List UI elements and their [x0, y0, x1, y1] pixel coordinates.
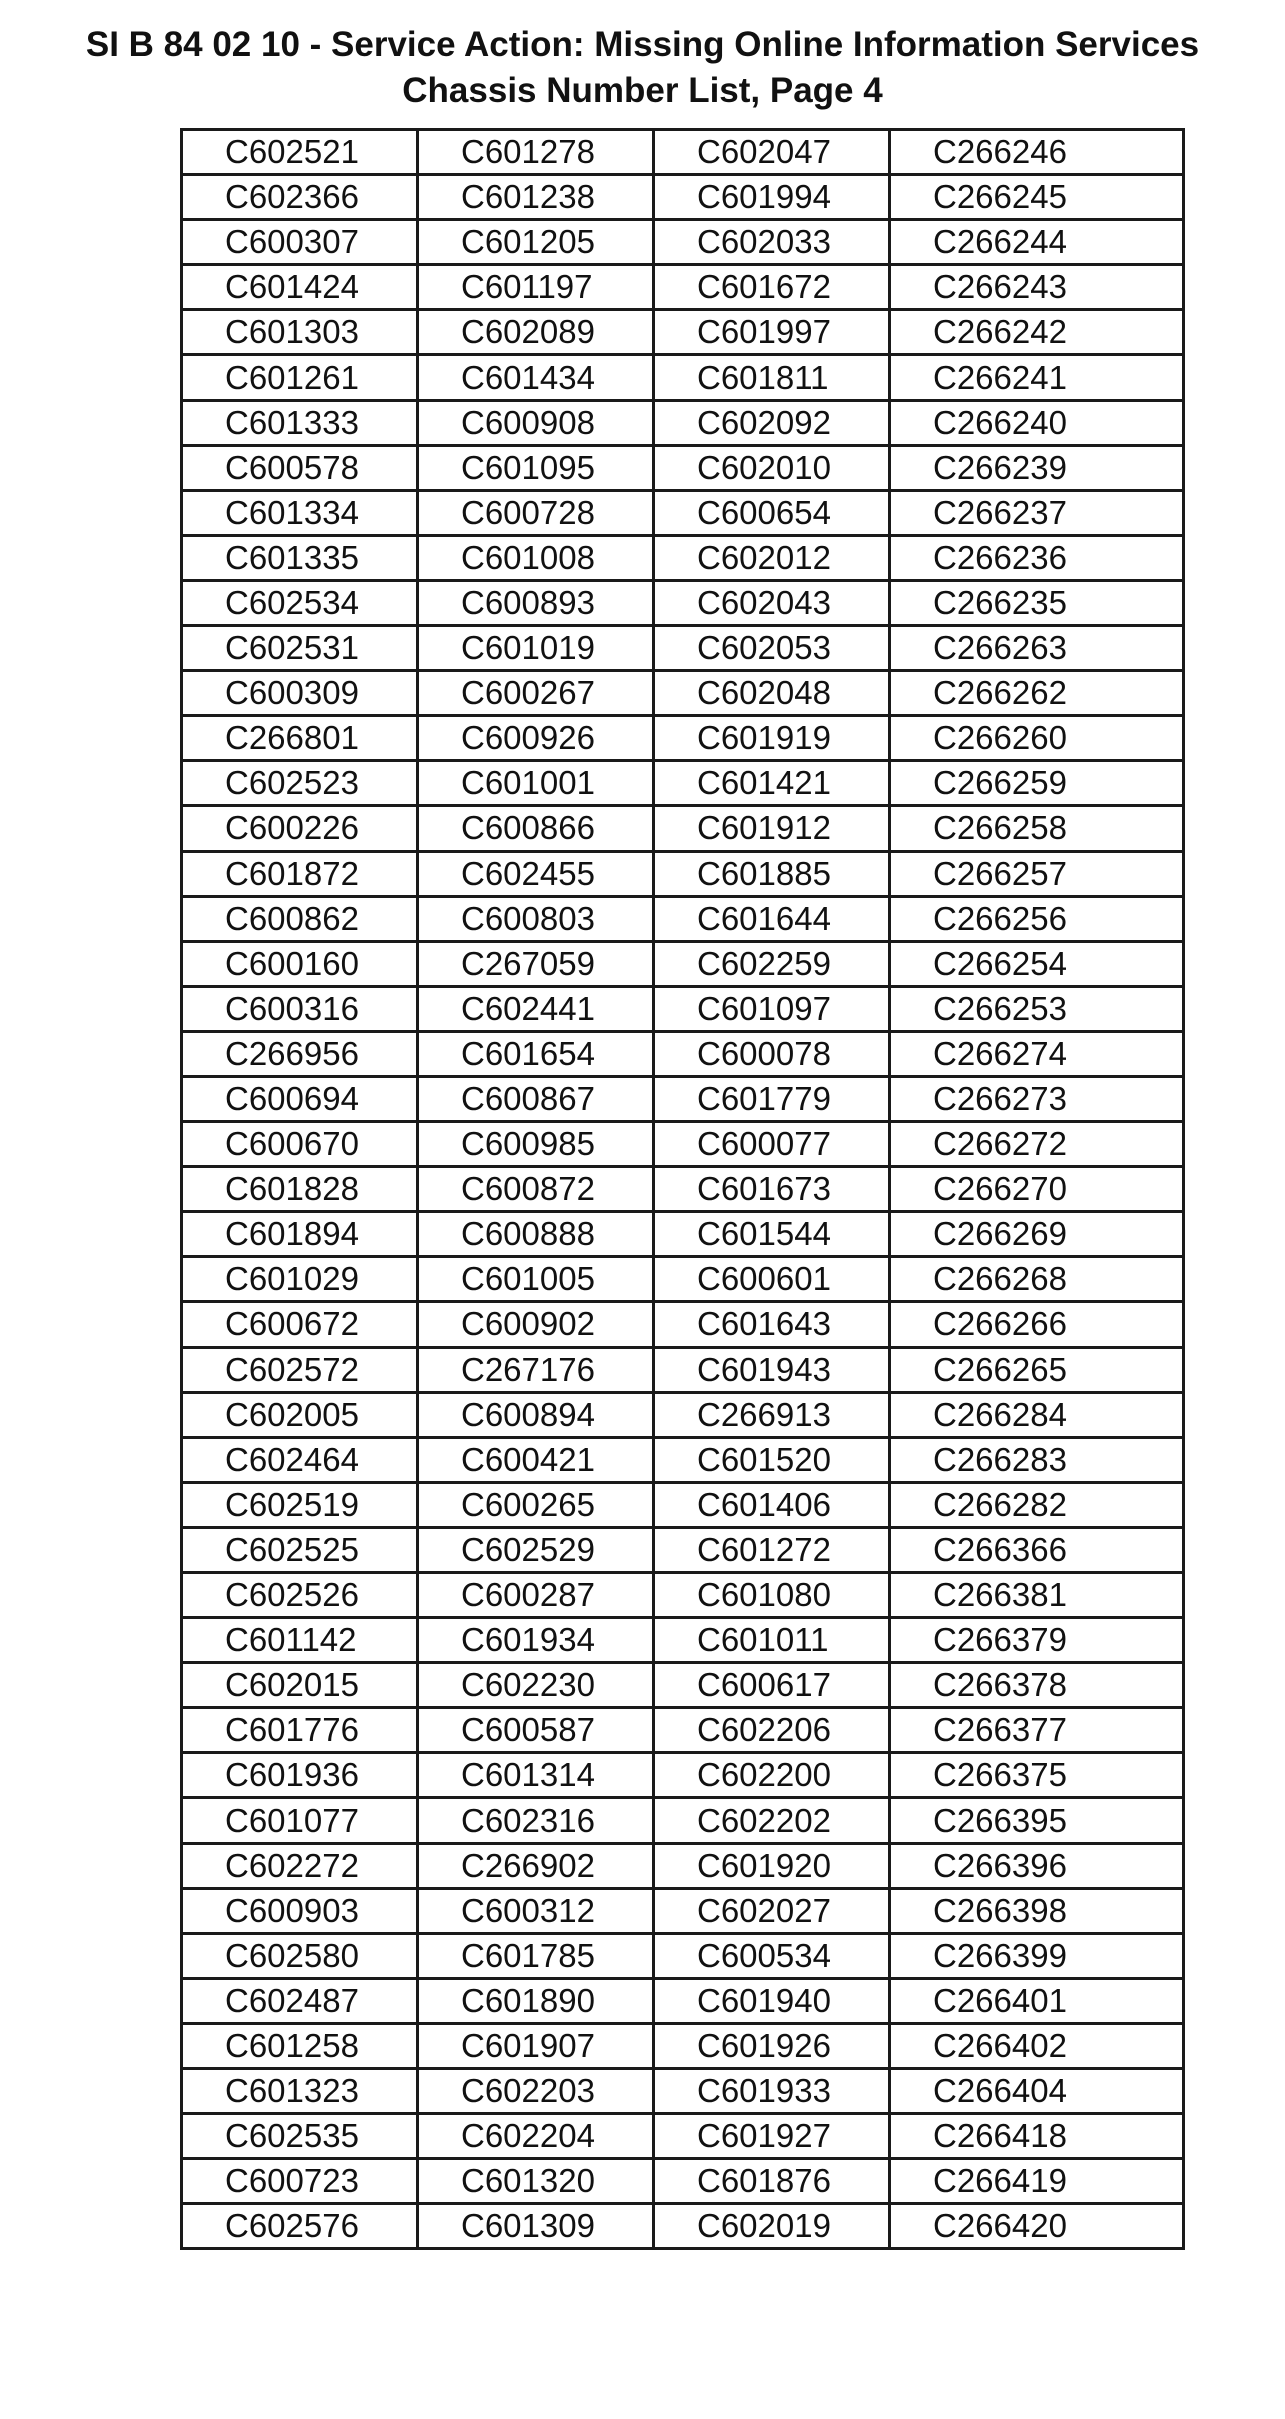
chassis-number-cell: C601544: [654, 1212, 890, 1257]
chassis-number-cell: C602204: [418, 2114, 654, 2159]
chassis-number-cell: C602529: [418, 1527, 654, 1572]
chassis-number-cell: C601421: [654, 761, 890, 806]
chassis-number-cell: C601919: [654, 716, 890, 761]
chassis-number-cell: C601005: [418, 1257, 654, 1302]
table-row: [182, 1076, 1184, 1121]
chassis-number-cell: C266401: [890, 1978, 1184, 2023]
chassis-number-cell: C602010: [654, 445, 890, 490]
chassis-number-cell: C600078: [654, 1031, 890, 1076]
chassis-number-cell: C601933: [654, 2069, 890, 2114]
chassis-number-cell: C601272: [654, 1527, 890, 1572]
chassis-number-cell: C266258: [890, 806, 1184, 851]
chassis-number-cell: C600670: [182, 1122, 418, 1167]
chassis-number-cell: C266240: [890, 400, 1184, 445]
chassis-number-cell: C601080: [654, 1573, 890, 1618]
chassis-number-cell: C602441: [418, 986, 654, 1031]
table-row: [182, 2204, 1184, 2249]
chassis-number-cell: C602526: [182, 1573, 418, 1618]
chassis-number-cell: C601406: [654, 1482, 890, 1527]
chassis-number-cell: C266253: [890, 986, 1184, 1031]
chassis-number-cell: C601779: [654, 1076, 890, 1121]
chassis-number-cell: C266284: [890, 1392, 1184, 1437]
chassis-number-cell: C600307: [182, 220, 418, 265]
chassis-number-cell: C266902: [418, 1843, 654, 1888]
table-row: [182, 1573, 1184, 1618]
chassis-number-cell: C600888: [418, 1212, 654, 1257]
chassis-number-cell: C266377: [890, 1708, 1184, 1753]
chassis-number-cell: C600862: [182, 896, 418, 941]
chassis-number-cell: C600985: [418, 1122, 654, 1167]
chassis-number-cell: C601927: [654, 2114, 890, 2159]
chassis-number-cell: C602519: [182, 1482, 418, 1527]
table-row: [182, 986, 1184, 1031]
document-header: [0, 22, 1285, 114]
chassis-number-cell: C601672: [654, 265, 890, 310]
chassis-number-cell: C600421: [418, 1437, 654, 1482]
chassis-number-cell: C600601: [654, 1257, 890, 1302]
chassis-number-cell: C600578: [182, 445, 418, 490]
table-row: [182, 445, 1184, 490]
chassis-number-cell: C601673: [654, 1167, 890, 1212]
chassis-number-cell: C601008: [418, 535, 654, 580]
table-row: [182, 1708, 1184, 1753]
table-row: [182, 626, 1184, 671]
chassis-number-cell: C602200: [654, 1753, 890, 1798]
table-row: [182, 851, 1184, 896]
table-row: [182, 806, 1184, 851]
chassis-number-cell: C600287: [418, 1573, 654, 1618]
chassis-number-cell: C600866: [418, 806, 654, 851]
chassis-number-cell: C266235: [890, 580, 1184, 625]
chassis-number-cell: C600267: [418, 671, 654, 716]
chassis-number-cell: C266404: [890, 2069, 1184, 2114]
chassis-number-cell: C601936: [182, 1753, 418, 1798]
table-row: [182, 265, 1184, 310]
chassis-number-cell: C601334: [182, 490, 418, 535]
chassis-number-cell: C602523: [182, 761, 418, 806]
chassis-number-cell: C602089: [418, 310, 654, 355]
table-row: [182, 355, 1184, 400]
chassis-number-cell: C601654: [418, 1031, 654, 1076]
chassis-number-cell: C266418: [890, 2114, 1184, 2159]
chassis-number-cell: C601994: [654, 175, 890, 220]
chassis-number-cell: C601811: [654, 355, 890, 400]
chassis-table-body: [182, 130, 1184, 2249]
table-row: [182, 1663, 1184, 1708]
chassis-number-cell: C266956: [182, 1031, 418, 1076]
chassis-number-cell: C600312: [418, 1888, 654, 1933]
table-row: [182, 1347, 1184, 1392]
chassis-number-cell: C601320: [418, 2159, 654, 2204]
chassis-number-table: [180, 128, 1185, 2250]
chassis-number-cell: C266242: [890, 310, 1184, 355]
chassis-number-cell: C601333: [182, 400, 418, 445]
chassis-number-cell: C601261: [182, 355, 418, 400]
chassis-number-cell: C266266: [890, 1302, 1184, 1347]
chassis-number-cell: C601323: [182, 2069, 418, 2114]
table-row: [182, 220, 1184, 265]
chassis-number-cell: C601943: [654, 1347, 890, 1392]
table-row: [182, 1843, 1184, 1888]
chassis-number-cell: C602316: [418, 1798, 654, 1843]
chassis-number-cell: C600534: [654, 1933, 890, 1978]
chassis-number-cell: C266237: [890, 490, 1184, 535]
chassis-number-cell: C602531: [182, 626, 418, 671]
chassis-number-cell: C266256: [890, 896, 1184, 941]
table-row: [182, 400, 1184, 445]
chassis-number-cell: C266269: [890, 1212, 1184, 1257]
table-row: [182, 1753, 1184, 1798]
chassis-number-cell: C601872: [182, 851, 418, 896]
chassis-number-cell: C601920: [654, 1843, 890, 1888]
table-row: [182, 1167, 1184, 1212]
chassis-number-cell: C601894: [182, 1212, 418, 1257]
chassis-number-cell: C266265: [890, 1347, 1184, 1392]
chassis-number-cell: C600617: [654, 1663, 890, 1708]
chassis-number-cell: C266243: [890, 265, 1184, 310]
chassis-number-cell: C266270: [890, 1167, 1184, 1212]
table-row: [182, 1618, 1184, 1663]
chassis-number-cell: C600587: [418, 1708, 654, 1753]
chassis-number-cell: C266257: [890, 851, 1184, 896]
chassis-number-cell: C600077: [654, 1122, 890, 1167]
chassis-number-cell: C601335: [182, 535, 418, 580]
chassis-number-cell: C266419: [890, 2159, 1184, 2204]
table-row: [182, 761, 1184, 806]
table-row: [182, 1437, 1184, 1482]
table-row: [182, 1392, 1184, 1437]
chassis-number-cell: C600723: [182, 2159, 418, 2204]
chassis-number-cell: C600894: [418, 1392, 654, 1437]
chassis-number-cell: C266801: [182, 716, 418, 761]
chassis-number-cell: C266395: [890, 1798, 1184, 1843]
chassis-number-cell: C266254: [890, 941, 1184, 986]
chassis-number-cell: C601885: [654, 851, 890, 896]
table-row: [182, 1482, 1184, 1527]
table-row: [182, 310, 1184, 355]
chassis-number-cell: C600872: [418, 1167, 654, 1212]
chassis-number-cell: C266259: [890, 761, 1184, 806]
chassis-number-cell: C600903: [182, 1888, 418, 1933]
chassis-number-cell: C602012: [654, 535, 890, 580]
table-row: [182, 1212, 1184, 1257]
chassis-number-cell: C601424: [182, 265, 418, 310]
chassis-number-cell: C267059: [418, 941, 654, 986]
chassis-number-cell: C266241: [890, 355, 1184, 400]
chassis-number-cell: C602047: [654, 130, 890, 175]
chassis-number-cell: C601205: [418, 220, 654, 265]
chassis-number-cell: C601095: [418, 445, 654, 490]
chassis-number-cell: C601258: [182, 2023, 418, 2068]
chassis-number-cell: C601890: [418, 1978, 654, 2023]
chassis-number-cell: C266378: [890, 1663, 1184, 1708]
table-row: [182, 1257, 1184, 1302]
chassis-number-cell: C602525: [182, 1527, 418, 1572]
table-row: [182, 1302, 1184, 1347]
chassis-number-cell: C602455: [418, 851, 654, 896]
chassis-number-cell: C600309: [182, 671, 418, 716]
chassis-number-cell: C600926: [418, 716, 654, 761]
chassis-number-cell: C602535: [182, 2114, 418, 2159]
chassis-number-cell: C601828: [182, 1167, 418, 1212]
chassis-number-cell: C266913: [654, 1392, 890, 1437]
chassis-number-cell: C266236: [890, 535, 1184, 580]
table-row: [182, 490, 1184, 535]
chassis-table-container: [180, 128, 1182, 2250]
chassis-number-cell: C602033: [654, 220, 890, 265]
chassis-number-cell: C600893: [418, 580, 654, 625]
chassis-number-cell: C600654: [654, 490, 890, 535]
chassis-number-cell: C601520: [654, 1437, 890, 1482]
chassis-number-cell: C266381: [890, 1573, 1184, 1618]
chassis-number-cell: C601940: [654, 1978, 890, 2023]
table-row: [182, 2159, 1184, 2204]
chassis-number-cell: C266273: [890, 1076, 1184, 1121]
chassis-number-cell: C601019: [418, 626, 654, 671]
chassis-number-cell: C602015: [182, 1663, 418, 1708]
chassis-number-cell: C602019: [654, 2204, 890, 2249]
chassis-number-cell: C602203: [418, 2069, 654, 2114]
chassis-number-cell: C602576: [182, 2204, 418, 2249]
chassis-number-cell: C602572: [182, 1347, 418, 1392]
chassis-number-cell: C600803: [418, 896, 654, 941]
table-row: [182, 130, 1184, 175]
chassis-number-cell: C602272: [182, 1843, 418, 1888]
chassis-number-cell: C600694: [182, 1076, 418, 1121]
chassis-number-cell: C602043: [654, 580, 890, 625]
chassis-number-cell: C601077: [182, 1798, 418, 1843]
table-row: [182, 2114, 1184, 2159]
chassis-number-cell: C600316: [182, 986, 418, 1031]
chassis-number-cell: C266402: [890, 2023, 1184, 2068]
chassis-number-cell: C601776: [182, 1708, 418, 1753]
chassis-number-cell: C266274: [890, 1031, 1184, 1076]
chassis-number-cell: C266399: [890, 1933, 1184, 1978]
table-row: [182, 1122, 1184, 1167]
table-row: [182, 1527, 1184, 1572]
chassis-number-cell: C601303: [182, 310, 418, 355]
chassis-number-cell: C601876: [654, 2159, 890, 2204]
chassis-number-cell: C602005: [182, 1392, 418, 1437]
document-subtitle: Chassis Number List, Page 4: [402, 71, 883, 110]
chassis-number-cell: C601314: [418, 1753, 654, 1798]
chassis-number-cell: C600160: [182, 941, 418, 986]
chassis-number-cell: C600728: [418, 490, 654, 535]
chassis-number-cell: C600265: [418, 1482, 654, 1527]
chassis-number-cell: C266245: [890, 175, 1184, 220]
chassis-number-cell: C601934: [418, 1618, 654, 1663]
chassis-number-cell: C266244: [890, 220, 1184, 265]
table-row: [182, 535, 1184, 580]
table-row: [182, 1031, 1184, 1076]
chassis-number-cell: C602366: [182, 175, 418, 220]
chassis-number-cell: C602048: [654, 671, 890, 716]
chassis-number-cell: C602521: [182, 130, 418, 175]
table-row: [182, 2023, 1184, 2068]
table-row: [182, 2069, 1184, 2114]
chassis-number-cell: C601097: [654, 986, 890, 1031]
chassis-number-cell: C266239: [890, 445, 1184, 490]
chassis-number-cell: C601926: [654, 2023, 890, 2068]
chassis-number-cell: C601278: [418, 130, 654, 175]
chassis-number-cell: C266420: [890, 2204, 1184, 2249]
table-row: [182, 1798, 1184, 1843]
chassis-number-cell: C266396: [890, 1843, 1184, 1888]
chassis-number-cell: C601011: [654, 1618, 890, 1663]
table-row: [182, 671, 1184, 716]
table-row: [182, 1978, 1184, 2023]
chassis-number-cell: C266283: [890, 1437, 1184, 1482]
chassis-number-cell: C601644: [654, 896, 890, 941]
chassis-number-cell: C602092: [654, 400, 890, 445]
chassis-number-cell: C601309: [418, 2204, 654, 2249]
document-title: SI B 84 02 10 - Service Action: Missing Online Information Services: [85, 25, 1200, 64]
chassis-number-cell: C602027: [654, 1888, 890, 1933]
chassis-number-cell: C266366: [890, 1527, 1184, 1572]
chassis-number-cell: C602464: [182, 1437, 418, 1482]
table-row: [182, 941, 1184, 986]
chassis-number-cell: C601238: [418, 175, 654, 220]
chassis-number-cell: C602053: [654, 626, 890, 671]
chassis-number-cell: C601643: [654, 1302, 890, 1347]
table-row: [182, 1888, 1184, 1933]
chassis-number-cell: C266246: [890, 130, 1184, 175]
chassis-number-cell: C266262: [890, 671, 1184, 716]
chassis-number-cell: C266282: [890, 1482, 1184, 1527]
chassis-number-cell: C601907: [418, 2023, 654, 2068]
table-row: [182, 580, 1184, 625]
table-row: [182, 896, 1184, 941]
chassis-number-cell: C266260: [890, 716, 1184, 761]
chassis-number-cell: C602230: [418, 1663, 654, 1708]
chassis-number-cell: C600672: [182, 1302, 418, 1347]
chassis-number-cell: C601197: [418, 265, 654, 310]
chassis-number-cell: C266379: [890, 1618, 1184, 1663]
chassis-number-cell: C266268: [890, 1257, 1184, 1302]
chassis-number-cell: C267176: [418, 1347, 654, 1392]
chassis-number-cell: C600867: [418, 1076, 654, 1121]
chassis-number-cell: C600908: [418, 400, 654, 445]
table-row: [182, 1933, 1184, 1978]
chassis-number-cell: C601029: [182, 1257, 418, 1302]
chassis-number-cell: C601912: [654, 806, 890, 851]
table-row: [182, 716, 1184, 761]
chassis-number-cell: C601997: [654, 310, 890, 355]
chassis-number-cell: C602206: [654, 1708, 890, 1753]
chassis-number-cell: C601001: [418, 761, 654, 806]
chassis-number-cell: C266263: [890, 626, 1184, 671]
chassis-number-cell: C602259: [654, 941, 890, 986]
chassis-number-cell: C266398: [890, 1888, 1184, 1933]
chassis-number-cell: C266375: [890, 1753, 1184, 1798]
chassis-number-cell: C600226: [182, 806, 418, 851]
chassis-number-cell: C602580: [182, 1933, 418, 1978]
chassis-number-cell: C602487: [182, 1978, 418, 2023]
chassis-number-cell: C601785: [418, 1933, 654, 1978]
table-row: [182, 175, 1184, 220]
chassis-number-cell: C266272: [890, 1122, 1184, 1167]
chassis-number-cell: C602534: [182, 580, 418, 625]
chassis-number-cell: C601434: [418, 355, 654, 400]
chassis-number-cell: C600902: [418, 1302, 654, 1347]
chassis-number-cell: C602202: [654, 1798, 890, 1843]
chassis-number-cell: C601142: [182, 1618, 418, 1663]
